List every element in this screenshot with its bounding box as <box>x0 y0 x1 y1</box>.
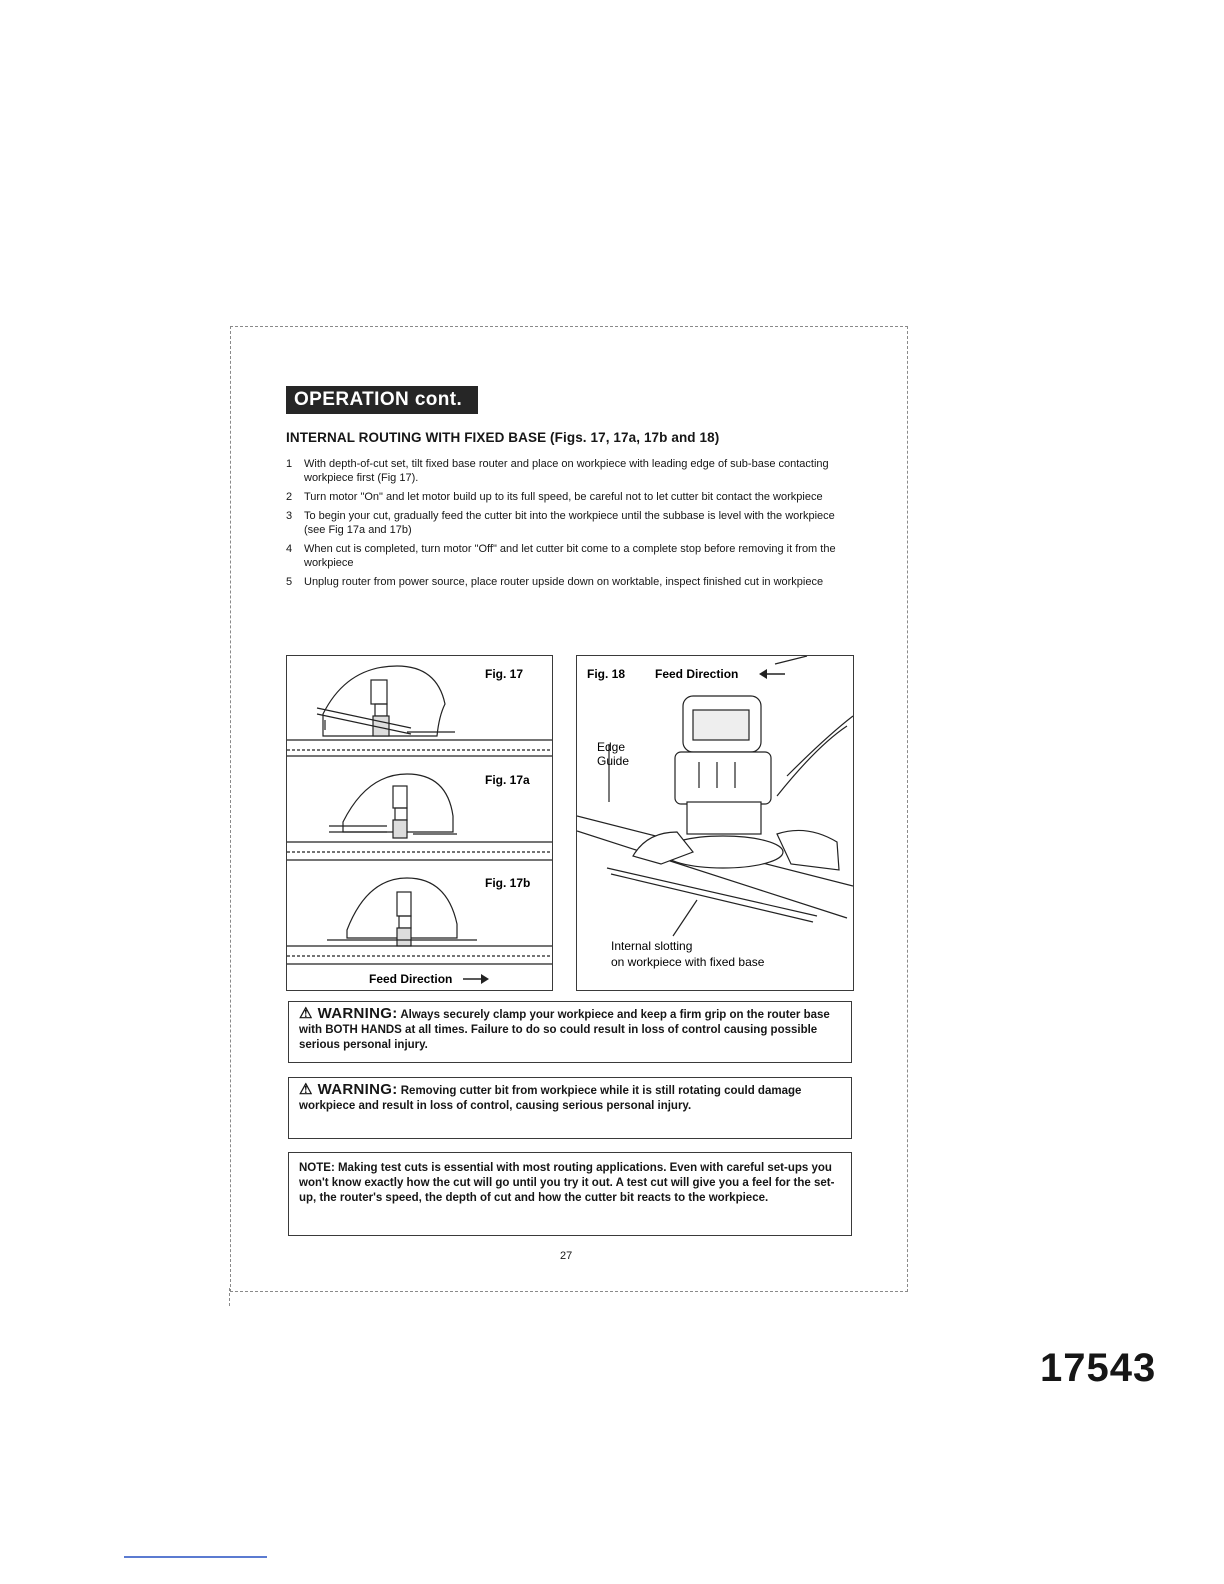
steps-list <box>286 457 846 594</box>
list-item: 2 Turn motor "On" and let motor build up to its full speed, be careful not to let cutter bit contact the workpiece <box>286 491 823 503</box>
footer-line <box>124 1556 267 1558</box>
list-item: 1 With depth-of-cut set, tilt fixed base router and place on workpiece with leading edge of sub-base contacting workpiece first (Fig 17). <box>286 458 829 484</box>
fig-17b-label: Fig. 17b <box>485 876 531 890</box>
warning-icon: ⚠ <box>299 1081 313 1098</box>
note-box <box>288 1152 852 1236</box>
figure-18-panel <box>576 655 854 991</box>
internal-slotting-label-line1: Internal slotting <box>611 939 693 953</box>
arrow-left-icon <box>759 669 785 679</box>
warning-text: Removing cutter bit from workpiece while it is still rotating could damage workpiece and result in loss of control, causing serious personal injury. <box>299 1085 802 1112</box>
warning-title: WARNING: <box>317 1005 398 1022</box>
page-border-tick <box>229 1288 232 1306</box>
note-text: NOTE: Making test cuts is essential with most routing applications. Even with careful set-ups you won't know exactly how the cut will go until you try it out. A test cut will give you a feel for the set-up, the router's speed, the depth of cut and how the cutter bit reacts to the workpiece. <box>299 1162 835 1204</box>
list-item: 4 When cut is completed, turn motor "Off" and let cutter bit come to a complete stop before removing it from the workpiece <box>286 543 836 569</box>
fig-17a-label: Fig. 17a <box>485 773 530 787</box>
section-heading: INTERNAL ROUTING WITH FIXED BASE (Figs. 17, 17a, 17b and 18) <box>286 430 720 445</box>
document-stamp-number: 17543 <box>1040 1346 1157 1390</box>
feed-direction-right-label: Feed Direction <box>655 667 739 681</box>
feed-direction-left-label: Feed Direction <box>369 972 453 986</box>
figure-17-panel <box>286 655 553 991</box>
warning-text: Always securely clamp your workpiece and keep a firm grip on the router base with BOTH HANDS at all times. Failure to do so could result in loss of control causing possible serious personal injury. <box>299 1009 830 1051</box>
section-banner: OPERATION cont. <box>286 386 478 414</box>
warning-box-removing <box>288 1077 852 1139</box>
list-item: 5 Unplug router from power source, place router upside down on worktable, inspect finished cut in workpiece <box>286 576 824 588</box>
warning-box-clamp <box>288 1001 852 1063</box>
edge-guide-label-line1: Edge <box>597 740 626 754</box>
edge-guide-label-line2: Guide <box>597 754 630 768</box>
list-item: 3 To begin your cut, gradually feed the cutter bit into the workpiece until the subbase is level with the workpiece (see Fig 17a and 17b) <box>286 510 835 536</box>
router-tilt-illustration <box>287 656 552 990</box>
arrow-right-icon <box>463 974 489 984</box>
fig-18-label: Fig. 18 <box>587 667 626 681</box>
warning-icon: ⚠ <box>299 1005 313 1022</box>
page-number: 27 <box>560 1250 573 1262</box>
fig-17-label: Fig. 17 <box>485 667 524 681</box>
router-edge-guide-illustration <box>577 656 853 990</box>
warning-title: WARNING: <box>317 1081 398 1098</box>
internal-slotting-label-line2: on workpiece with fixed base <box>611 955 765 969</box>
